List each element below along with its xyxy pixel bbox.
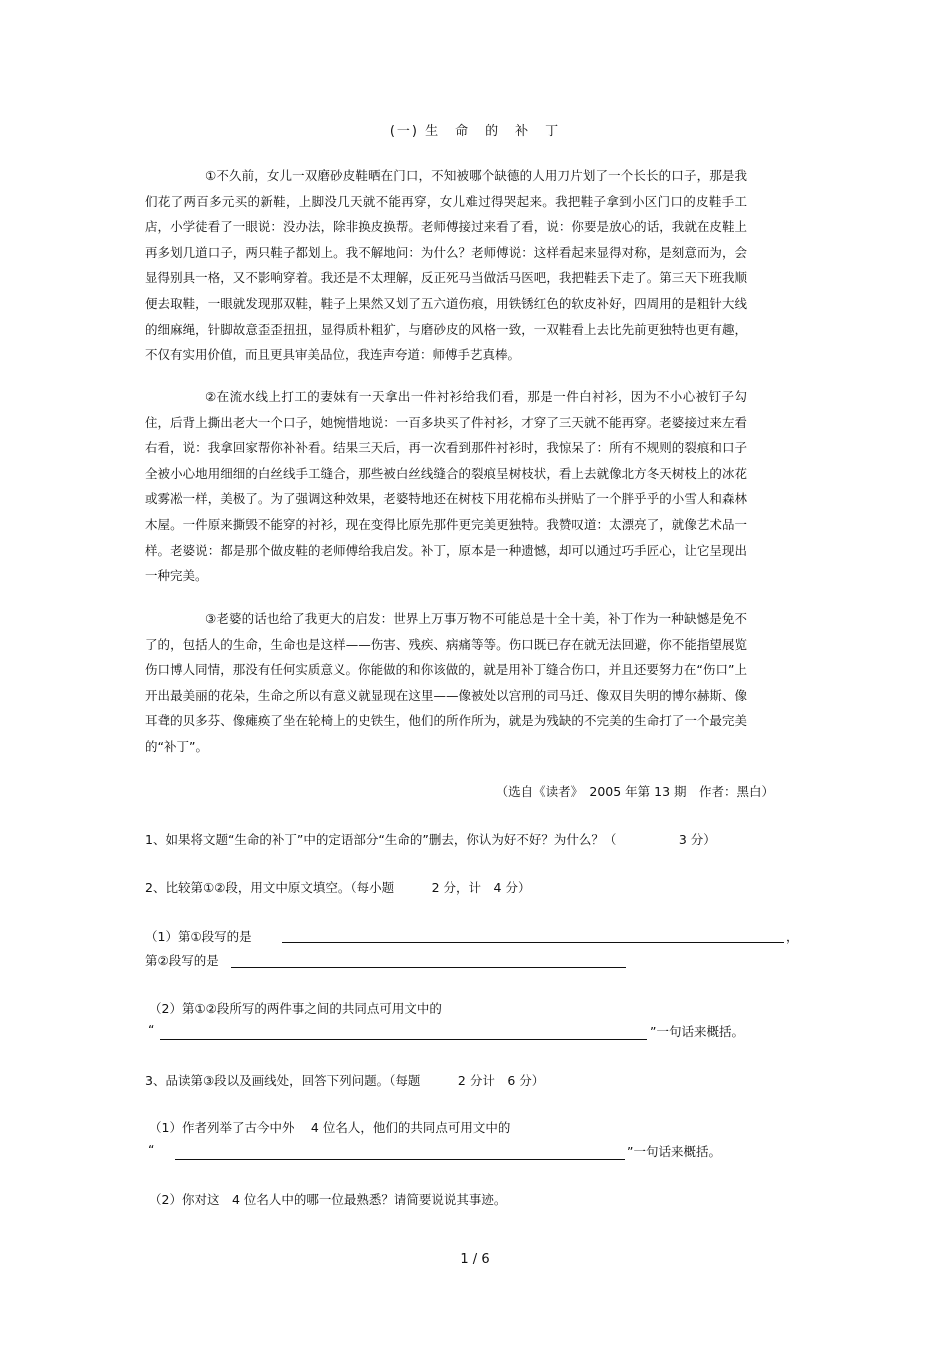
open-quote: “ [148,1142,155,1157]
paragraph-2: ②在流水线上打工的妻妹有一天拿出一件衬衫给我们看，那是一件白衬衫，因为不小心被钉子勾住，后背上撕出老大一个口子，她惋惜地说：一百多块买了件衬衫，才穿了三天就不能再穿。老婆接过来左看右看，说：我拿回家帮你补补看。结果三天后，再一次看到那件衬衫时，我惊呆了：所有不规则的裂痕和口子全被小心地用细细的白丝线手工缝合，那些被白丝线缝合的裂痕呈树枝状，看上去就像北方冬天树枝上的冰花或雾凇一样，美极了。为了强调这种效果，老婆特地还在树枝下用花棉布头拼贴了一个胖乎乎的小雪人和森林木屋。一件原来撕毁不能穿的衬衫，现在变得比原先那件更完美更独特。我赞叹道：太漂亮了，就像艺术品一样。老婆说：都是那个做皮鞋的老师傅给我启发。补丁，原本是一种遗憾，却可以通过巧手匠心，让它呈现出一种完美。 [145,389,747,584]
page-number: 1 / 6 [460,1252,490,1267]
question-2-2-label: （2）第①②段所写的两件事之间的共同点可用文中的 [149,1001,442,1016]
question-3-1-label: （1）作者列举了古今中外 4 位名人，他们的共同点可用文中的 [149,1120,511,1135]
paragraph-1: ①不久前，女儿一双磨砂皮鞋晒在门口，不知被哪个缺德的人用刀片划了一个长长的口子，那是我们花了两百多元买的新鞋，上脚没几天就不能再穿，女儿难过得哭起来。我把鞋子拿到小区门口的皮鞋手工店，小学徒看了一眼说：没办法，除非换皮换帮。老师傅接过来看了看，说：你要是放心的话，我就在皮鞋上再多划几道口子，两只鞋子都划上。我不解地问：为什么？老师傅说：这样看起来显得对称，是刻意而为，会显得别具一格，又不影响穿着。我还是不太理解，反正死马当做活马医吧，我把鞋丢下走了。第三天下班我顺便去取鞋，一眼就发现那双鞋，鞋子上果然又划了五六道伤痕，用铁锈红色的软皮补好，四周用的是粗针大线的细麻绳，针脚故意歪歪扭扭，显得质朴粗犷，与磨砂皮的风格一致，一双鞋看上去比先前更独特也更有趣，不仅有实用价值，而且更具审美品位，我连声夸道：师傅手艺真棒。 [145,168,747,363]
question-2-1-label: （1）第①段写的是 [145,929,252,944]
open-quote: “ [148,1022,155,1037]
close-quote-suffix: ”一句话来概括。 [627,1144,721,1159]
answer-blank-2-2[interactable] [160,1039,647,1040]
question-3: 3、品读第③段以及画线处，回答下列问题。（每题 2 分计 6 分） [145,1073,545,1088]
answer-blank-2-1a[interactable] [282,942,784,943]
question-3-2: （2）你对这 4 位名人中的哪一位最熟悉？请简要说说其事迹。 [149,1192,507,1207]
comma-mark: ， [786,929,799,944]
source-citation: （选自《读者》 2005 年第 13 期 作者：黑白） [495,784,774,799]
article-title: (一) 生 命 的 补 丁 [389,124,561,139]
answer-blank-2-1b[interactable] [231,967,626,968]
answer-blank-3-1[interactable] [175,1159,625,1160]
paragraph-3: ③老婆的话也给了我更大的启发：世界上万事万物不可能总是十全十美，补丁作为一种缺憾是免不了的，包括人的生命，生命也是这样——伤害、残疾、病痛等等。伤口既已存在就无法回避，你不能指望展览伤口博人同情，那没有任何实质意义。你能做的和你该做的，就是用补丁缝合伤口，并且还要努力在“伤口”上开出最美丽的花朵，生命之所以有意义就显现在这里——像被处以宫刑的司马迁、像双目失明的博尔赫斯、像耳聋的贝多芬、像瘫痪了坐在轮椅上的史铁生，他们的所作所为，就是为残缺的不完美的生命打了一个最完美的“补丁”。 [145,611,747,754]
close-quote-suffix: ”一句话来概括。 [650,1024,744,1039]
question-2-1-second-label: 第②段写的是 [145,953,219,968]
question-2: 2、比较第①②段，用文中原文填空。（每小题 2 分，计 4 分） [145,880,531,895]
question-1: 1、如果将文题“生命的补丁”中的定语部分“生命的”删去，你认为好不好？为什么？（ 3 分） [145,832,716,847]
